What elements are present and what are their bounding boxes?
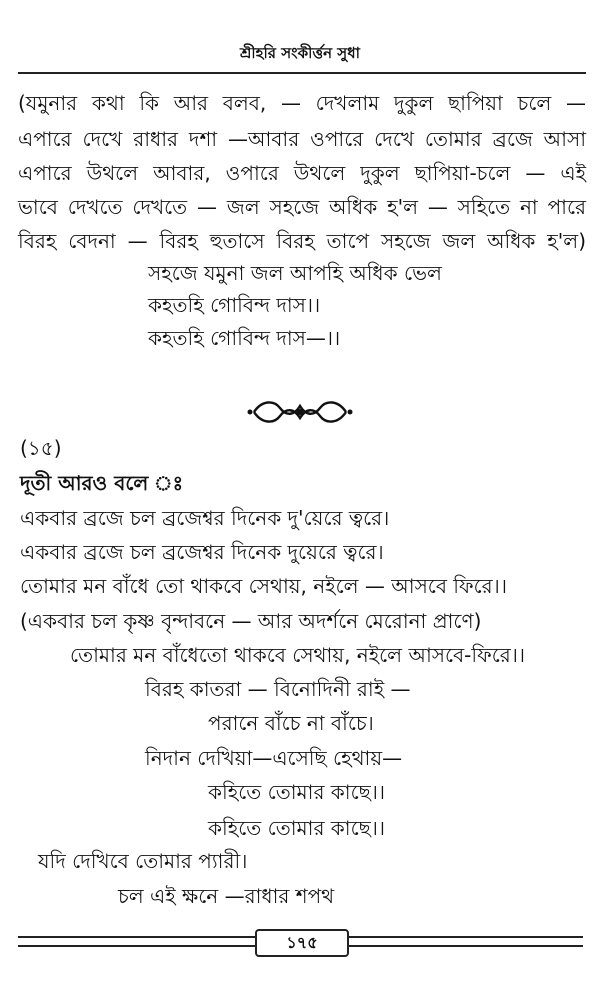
running-header: শ্রীহরি সংকীর্ত্তন সুধা [240, 44, 360, 62]
page-number: ১৭৫ [255, 929, 349, 957]
section-heading: দূতী আরও বলে ঃ [20, 471, 184, 495]
song-line-11: যদি দেখিবে তোমার প্যারী। [38, 849, 248, 873]
text-line-4: ভাবে দেখতে দেখতে — জল সহজে অধিক হ'ল — সহিতে না পারে [18, 195, 586, 219]
text-line-2: এপারে দেখে রাধার দশা —আবার ওপারে দেখে তোমার ব্রজে আসা [18, 127, 586, 151]
footer-rule-left [18, 936, 255, 947]
section-number: (১৫) [20, 436, 62, 460]
text-line-1: (যমুনার কথা কি আর বলব, — দেখলাম দুকুল ছাপিয়া চলে — [18, 91, 586, 115]
header-rule [18, 72, 586, 74]
song-line-6: বিরহ কাতরা — বিনোদিনী রাই — [145, 677, 411, 701]
song-line-3: তোমার মন বাঁধে তো থাকবে সেথায়, নইলে — আসবে ফিরে।। [20, 574, 507, 598]
song-line-5: তোমার মন বাঁধেতো থাকবে সেথায়, নইলে আসবে-ফিরে।। [70, 643, 526, 667]
song-line-10: কহিতে তোমার কাছে।। [208, 816, 386, 840]
ornament-divider [240, 392, 360, 432]
song-line-4: (একবার চল কৃষ্ণ বৃন্দাবনে — আর অদর্শনে মেরোনা প্রাণে) [20, 609, 482, 633]
verse-line-3: কহতহি গোবিন্দ দাস—।। [148, 326, 341, 350]
song-line-1: একবার ব্রজে চল ব্রজেশ্বর দিনেক দু'য়েরে ত্বরে। [20, 506, 390, 530]
text-line-5: বিরহ বেদনা — বিরহ হুতাসে বিরহ তাপে সহজে জল অধিক হ'ল) [18, 229, 586, 253]
text-line-3: এপারে উথলে আবার, ওপারে উথলে দুকুল ছাপিয়া-চলে — এই [18, 161, 586, 185]
song-line-8: নিদান দেখিয়া—এসেছি হেথায়— [145, 746, 403, 770]
song-line-7: পরানে বাঁচে না বাঁচে। [208, 711, 374, 735]
verse-line-1: সহজে যমুনা জল আপহি অধিক ভেল [148, 261, 442, 285]
song-line-9: কহিতে তোমার কাছে।। [208, 780, 386, 804]
footer-rule-right [345, 936, 583, 947]
song-line-12: চল এই ক্ষনে —রাধার শপথ [118, 884, 335, 908]
verse-line-2: কহতহি গোবিন্দ দাস।। [148, 293, 321, 317]
song-line-2: একবার ব্রজে চল ব্রজেশ্বর দিনেক দুয়েরে ত্বরে। [20, 540, 384, 564]
